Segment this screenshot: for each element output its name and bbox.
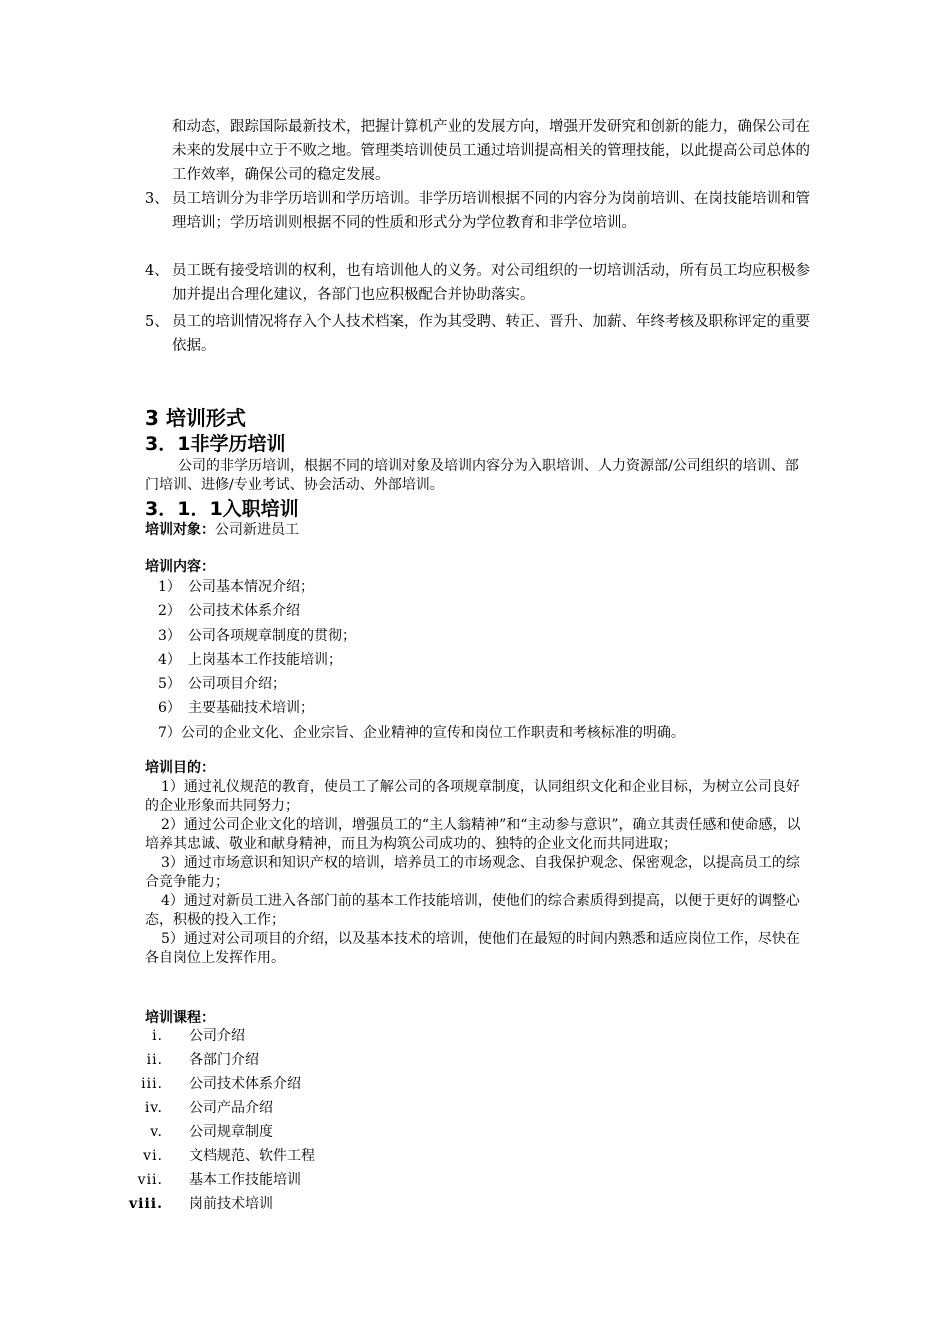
list-item: vii. 基本工作技能培训 — [137, 1172, 301, 1188]
list-item: 5）通过对公司项目的介绍，以及基本技术的培训，使他们在最短的时间内熟悉和适应岗位工作，尽快在各自岗位上发挥作用。 — [145, 931, 800, 966]
list-item: 3） 公司各项规章制度的贯彻； — [158, 627, 356, 644]
list-item: 2） 公司技术体系介绍 — [158, 603, 300, 620]
item-number: 4、 — [145, 263, 169, 279]
item-number: 5、 — [145, 314, 169, 330]
training-target-value: 公司新进员工 — [215, 522, 299, 538]
list-item: iii. 公司技术体系介绍 — [141, 1076, 301, 1092]
list-item: 1） 公司基本情况介绍； — [158, 579, 314, 595]
list-item: vi. 文档规范、软件工程 — [143, 1148, 315, 1164]
list-item: v. 公司规章制度 — [150, 1124, 273, 1140]
training-purpose-label: 培训目的： — [145, 760, 215, 776]
list-item: ii. 各部门介绍 — [146, 1052, 259, 1068]
list-item: 7）公司的企业文化、企业宗旨、企业精神的宣传和岗位工作职责和考核标准的明确。 — [158, 724, 685, 741]
list-item: viii. 岗前技术培训 — [129, 1196, 273, 1212]
training-content-list — [158, 575, 685, 745]
training-course-label: 培训课程： — [145, 1010, 215, 1026]
numbered-item-4 — [145, 259, 810, 307]
numbered-item-3 — [145, 187, 810, 235]
list-item: i. 公司介绍 — [152, 1028, 245, 1044]
subsection-heading: 3．1非学历培训 — [145, 433, 286, 455]
item-text: 员工既有接受培训的权利，也有培训他人的义务。对公司组织的一切培训活动，所有员工均应积极参加并提出合理化建议，各部门也应积极配合并协助落实。 — [172, 263, 810, 303]
training-content-label: 培训内容： — [145, 559, 215, 575]
list-item: 3）通过市场意识和知识产权的培训，培养员工的市场观念、自我保护观念、保密观念，以提高员工的综合竞争能力； — [145, 855, 800, 890]
training-course-list — [118, 1024, 315, 1216]
list-item: 4） 上岗基本工作技能培训； — [158, 651, 342, 668]
item-text: 员工培训分为非学历培训和学历培训。非学历培训根据不同的内容分为岗前培训、在岗技能培训和管理培训；学历培训则根据不同的性质和形式分为学位教育和非学位培训。 — [172, 191, 810, 231]
list-item: 6） 主要基础技术培训； — [158, 700, 314, 717]
training-target — [145, 520, 299, 540]
list-item: 4）通过对新员工进入各部门前的基本工作技能培训，使他们的综合素质得到提高，以便于更好的调整心态，积极的投入工作； — [145, 893, 800, 928]
list-item: iv. 公司产品介绍 — [144, 1100, 273, 1116]
item-text: 员工的培训情况将存入个人技术档案，作为其受聘、转正、晋升、加薪、年终考核及职称评定的重要依据。 — [172, 314, 810, 354]
item-number: 3、 — [145, 191, 169, 207]
training-target-label: 培训对象： — [145, 522, 215, 538]
numbered-item-5 — [145, 310, 810, 358]
list-item: 2）通过公司企业文化的培训，增强员工的“主人翁精神”和“主动参与意识”，确立其责任感和使命感，以培养其忠诚、敬业和献身精神，而且为构筑公司成功的、独特的企业文化而共同进取； — [145, 817, 801, 852]
list-item: 5） 公司项目介绍； — [158, 676, 286, 693]
subsection-paragraph: 公司的非学历培训，根据不同的培训对象及培训内容分为入职培训、人力资源部/公司组织的培训、部门培训、进修/专业考试、协会活动、外部培训。 — [145, 458, 799, 493]
section-heading: 3 培训形式 — [145, 406, 246, 430]
list-item: 1）通过礼仪规范的教育，使员工了解公司的各项规章制度，认同组织文化和企业目标，为树立公司良好的企业形象而共同努力； — [145, 779, 800, 814]
training-purpose-list — [145, 778, 810, 968]
continuation-paragraph: 和动态，跟踪国际最新技术，把握计算机产业的发展方向，增强开发研究和创新的能力，确保公司在未来的发展中立于不败之地。管理类培训使员工通过培训提高相关的管理技能，以此提高公司总体的工作效率，确保公司的稳定发展。 — [172, 119, 810, 183]
subsubsection-heading: 3．1．1入职培训 — [145, 498, 299, 520]
